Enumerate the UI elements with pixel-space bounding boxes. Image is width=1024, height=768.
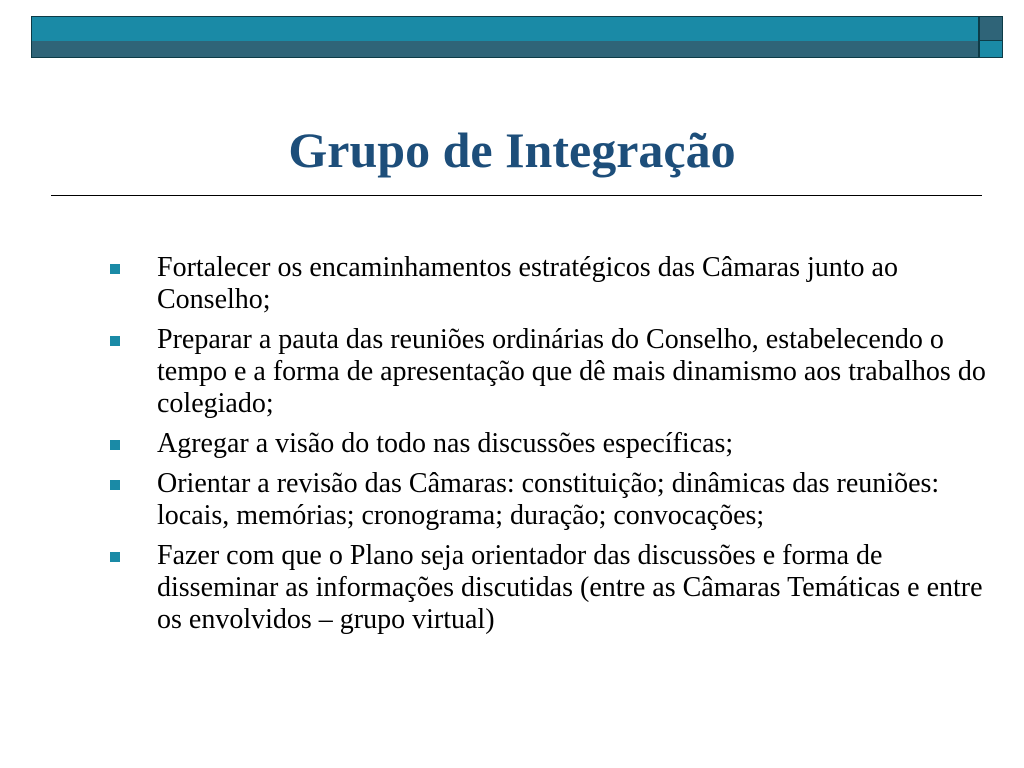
- bullet-item: [110, 428, 990, 460]
- title-divider: [51, 195, 982, 196]
- bullet-item: [110, 324, 990, 420]
- bullet-list: [110, 252, 990, 644]
- banner-corner-light-block: [979, 41, 1003, 58]
- header-banner: [31, 16, 979, 58]
- bullet-text: Preparar a pauta das reuniões ordinárias do Conselho, estabelecendo o tempo e a forma de apresentação que dê mais dinamismo aos trabalhos do colegiado;: [157, 324, 986, 419]
- banner-top-stripe: [31, 16, 979, 43]
- bullet-text: Agregar a visão do todo nas discussões específicas;: [157, 428, 734, 459]
- bullet-item: [110, 468, 990, 532]
- square-bullet-icon: [110, 480, 120, 490]
- square-bullet-icon: [110, 336, 120, 346]
- bullet-text: Fortalecer os encaminhamentos estratégicos das Câmaras junto ao Conselho;: [157, 252, 898, 315]
- slide-title: Grupo de Integração: [288, 122, 736, 178]
- square-bullet-icon: [110, 264, 120, 274]
- bullet-item: [110, 252, 990, 316]
- banner-bottom-stripe: [31, 41, 979, 58]
- bullet-text: Orientar a revisão das Câmaras: constituição; dinâmicas das reuniões: locais, memórias; cronograma; duração; convocações;: [157, 468, 940, 531]
- bullet-text: Fazer com que o Plano seja orientador das discussões e forma de disseminar as informações discutidas (entre as Câmaras Temáticas e entre os envolvidos – grupo virtual): [157, 540, 983, 635]
- square-bullet-icon: [110, 440, 120, 450]
- bullet-item: [110, 540, 990, 636]
- square-bullet-icon: [110, 552, 120, 562]
- banner-corner-dark-block: [979, 16, 1003, 41]
